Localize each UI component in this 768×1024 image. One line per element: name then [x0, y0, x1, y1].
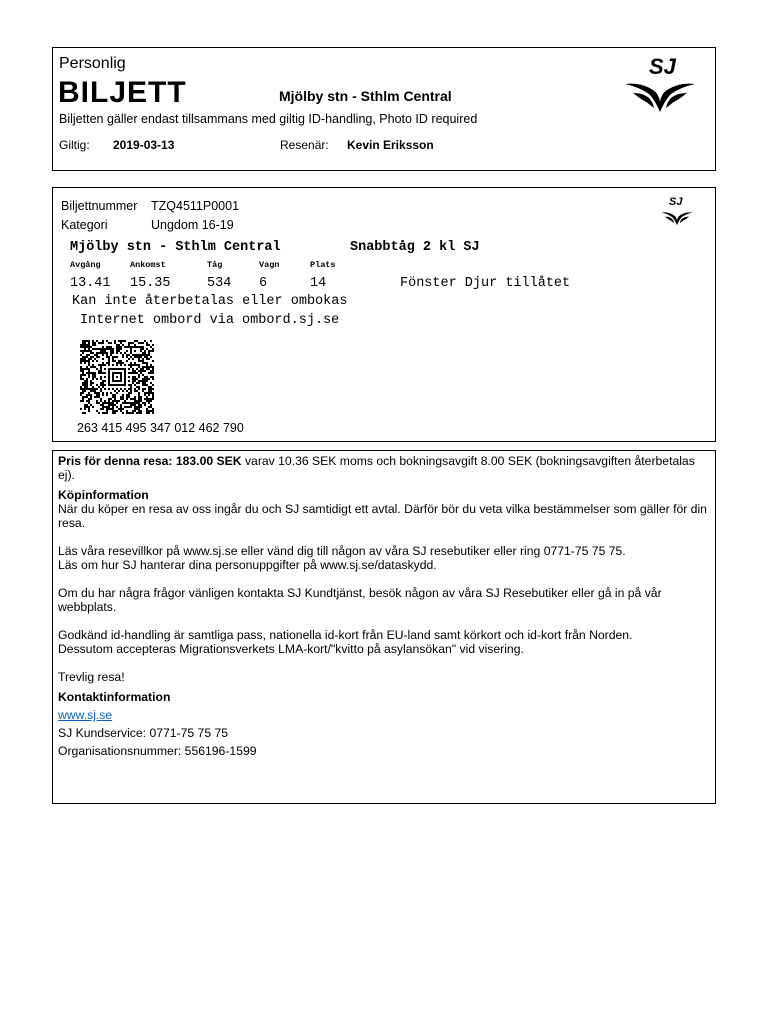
ticket-header — [52, 47, 716, 171]
traveller-name: Kevin Eriksson — [347, 138, 434, 152]
valid-label: Giltig: — [59, 138, 90, 152]
code-number: 263 415 495 347 012 462 790 — [77, 421, 244, 435]
internet-note: Internet ombord via ombord.sj.se — [80, 313, 340, 328]
purchase-heading: Köpinformation — [58, 488, 149, 502]
train-type: Snabbtåg 2 kl SJ — [350, 240, 480, 255]
ticket-title: BILJETT — [58, 76, 187, 109]
id-line-1: Godkänd id-handling är samtliga pass, nationella id-kort från EU-land samt körkort och id-kort från Norden. — [58, 628, 633, 642]
purchase-text: När du köper en resa av oss ingår du och SJ samtidigt ett avtal. Därför bör du veta vilka bestämmelser som gäller för din resa. — [58, 502, 707, 530]
arrival-time: 15.35 — [130, 276, 171, 291]
valid-date: 2019-03-13 — [113, 138, 175, 152]
sj-small-logo-text: SJ — [669, 196, 683, 208]
personal-label: Personlig — [59, 55, 126, 72]
col-departure: Avgång — [70, 260, 101, 270]
sj-small-wings-icon — [659, 200, 695, 226]
seat-number: 14 — [310, 276, 327, 291]
price-line — [58, 454, 713, 482]
price-detail: varav 10.36 SEK moms och bokningsavgift 8.00 SEK (bokningsavgiften återbetalas ej). — [58, 454, 695, 482]
terms-line-1: Läs våra resevillkor på www.sj.se eller vänd dig till någon av våra SJ resebutiker eller ring 0771-75 75 75. — [58, 544, 626, 558]
ticket-details — [52, 187, 716, 442]
route-title: Mjölby stn - Sthlm Central — [279, 88, 452, 104]
col-arrival: Ankomst — [130, 260, 166, 270]
traveller-label: Resenär: — [280, 138, 329, 152]
ticket-number-label: Biljettnummer — [61, 199, 138, 213]
category-label: Kategori — [61, 218, 108, 232]
terms-line-2: Läs om hur SJ hanterar dina personuppgifter på www.sj.se/dataskydd. — [58, 558, 437, 572]
category-value: Ungdom 16-19 — [151, 218, 234, 232]
sj-wings-icon — [623, 56, 697, 114]
seat-info: Fönster Djur tillåtet — [400, 276, 571, 291]
price-label: Pris för denna resa: 183.00 SEK — [58, 454, 242, 468]
customer-service: SJ Kundservice: 0771-75 75 75 — [58, 726, 229, 740]
train-number: 534 — [207, 276, 232, 291]
questions-text: Om du har några frågor vänligen kontakta SJ Kundtjänst, besök någon av våra SJ Resebutiker eller gå in på vår webbplats. — [58, 586, 662, 614]
col-seat: Plats — [310, 260, 336, 270]
id-requirement-note: Biljetten gäller endast tillsammans med giltig ID-handling, Photo ID required — [59, 112, 478, 126]
col-train: Tåg — [207, 260, 223, 270]
sj-logo — [623, 56, 697, 114]
ticket-route: Mjölby stn - Sthlm Central — [70, 240, 281, 255]
col-car: Vagn — [259, 260, 280, 270]
sj-website-link[interactable]: www.sj.se — [58, 708, 113, 722]
sj-logo-text: SJ — [649, 54, 676, 79]
departure-time: 13.41 — [70, 276, 111, 291]
refund-note: Kan inte återbetalas eller ombokas — [72, 294, 348, 309]
car-number: 6 — [259, 276, 268, 291]
sj-small-logo — [659, 198, 695, 224]
aztec-code — [80, 340, 154, 414]
id-line-2: Dessutom accepteras Migrationsverkets LMA-kort/"kvitto på asylansökan" vid visering. — [58, 642, 524, 656]
purchase-info — [52, 450, 716, 804]
ticket-number-value: TZQ4511P0001 — [151, 199, 240, 213]
contact-heading: Kontaktinformation — [58, 690, 171, 704]
org-number: Organisationsnummer: 556196-1599 — [58, 744, 257, 758]
farewell-text: Trevlig resa! — [58, 670, 125, 684]
